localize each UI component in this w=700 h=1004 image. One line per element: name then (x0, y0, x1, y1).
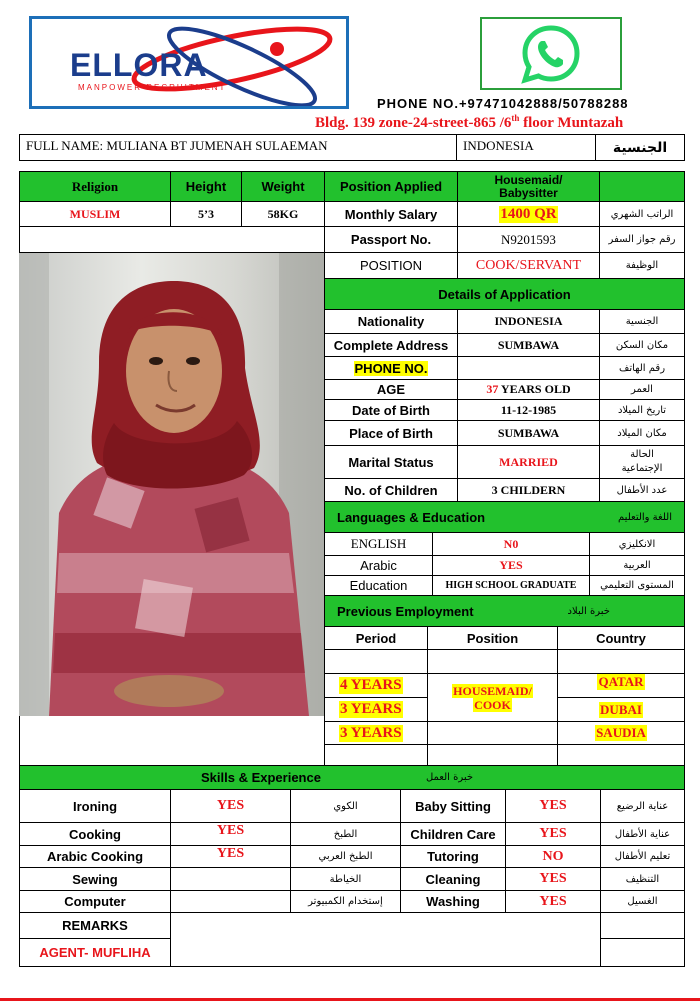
full-name: FULL NAME: MULIANA BT JUMENAH SULAEMAN (26, 138, 328, 153)
height-value-cell (170, 201, 242, 227)
skill-computer-value (170, 890, 291, 913)
address-line (315, 113, 623, 132)
emp-country-2 (557, 697, 685, 722)
babysitting-ar: عناية الرضيع (616, 800, 669, 812)
age-suffix: YEARS OLD (498, 382, 571, 396)
country-1: QATAR (598, 674, 644, 689)
app-row-children-label (324, 478, 458, 502)
position-applied-value-cell (457, 171, 600, 202)
remarks-text-cell (170, 912, 601, 967)
skill-ironing-label (19, 789, 171, 823)
remarks-label-cell (19, 912, 171, 939)
emp-position-line1: HOUSEMAID/ (453, 683, 532, 698)
english-value-cell (432, 532, 590, 556)
emp-blank-position (427, 649, 558, 674)
arabic-label: Arabic (360, 558, 397, 573)
skill-tutoring-label (400, 845, 506, 868)
arabic-ar-cell (589, 555, 685, 576)
skill-cooking-ar (290, 822, 401, 846)
weight-header (241, 171, 325, 202)
emp-position-line2: COOK (474, 697, 511, 712)
position-label-cell (324, 252, 458, 279)
weight-value-cell (241, 201, 325, 227)
skill-sewing-label (19, 867, 171, 891)
candidate-photo (19, 253, 325, 716)
sewing-label: Sewing (72, 871, 118, 887)
blank-left-cell (19, 226, 325, 253)
app-row-dob-value (457, 399, 600, 421)
childcare-label: Children Care (410, 826, 496, 842)
skill-babysitting-label (400, 789, 506, 823)
address-label: Complete Address (333, 337, 449, 353)
height-value: 5’3 (198, 206, 214, 221)
babysitting-value: YES (539, 798, 567, 813)
marital-ar-1: الحالة (630, 449, 654, 460)
blank-left-bottom (19, 716, 325, 766)
height-header (170, 171, 242, 202)
skills-header (19, 765, 685, 790)
religion-value: MUSLIM (69, 206, 121, 221)
skill-sewing-ar (290, 867, 401, 891)
emp-position-header (427, 626, 558, 650)
app-row-pob-label (324, 420, 458, 446)
height-label: Height (185, 179, 227, 194)
bottom-red-rule (0, 998, 700, 1001)
emp-position-merged (427, 673, 558, 722)
position-label: POSITION (359, 258, 423, 273)
english-label-cell (324, 532, 433, 556)
period-3: 3 YEARS (340, 724, 402, 741)
emp-period-1 (324, 673, 428, 698)
pob-value: SUMBAWA (497, 425, 560, 440)
sewing-ar: الخياطة (329, 873, 362, 885)
arabic-ar: العربية (623, 560, 651, 571)
skill-childcare-ar (600, 822, 685, 846)
skill-ironing-value (170, 789, 291, 823)
cooking-label: Cooking (69, 826, 121, 842)
skill-washing-label (400, 890, 506, 913)
skill-arabic-cooking-value (170, 845, 291, 868)
logo-tagline: MANPOWER RECRUITMENT (78, 83, 227, 92)
app-row-address-value (457, 333, 600, 357)
languages-header (324, 501, 685, 533)
logo-box (29, 16, 349, 109)
weight-value: 58KG (267, 206, 299, 221)
arabic-cooking-value: YES (216, 846, 245, 861)
passport-ar: رقم جواز السفر (608, 234, 676, 245)
cooking-ar: الطبخ (333, 828, 358, 840)
education-value: HIGH SCHOOL GRADUATE (445, 580, 577, 591)
arabic-cooking-ar: الطبخ العربي (318, 851, 373, 862)
marital-value: MARRIED (499, 454, 558, 469)
passport-value: N9201593 (501, 231, 556, 247)
app-row-marital-label (324, 445, 458, 479)
portrait-illustration (19, 253, 325, 716)
app-row-marital-ar (599, 445, 685, 479)
age-ar: العمر (631, 384, 653, 395)
application-title: Details of Application (438, 286, 571, 302)
skills-title-ar: خبرة العمل (425, 772, 474, 783)
app-row-nationality-label (324, 309, 458, 334)
age-label: AGE (376, 382, 406, 397)
education-ar: المستوى التعليمي (600, 580, 674, 591)
position-value-cell (457, 252, 600, 279)
skill-cooking-label (19, 822, 171, 846)
whatsapp-icon (519, 22, 583, 86)
skill-cooking-value (170, 822, 291, 846)
period-2: 3 YEARS (340, 701, 402, 717)
app-row-dob-label (324, 399, 458, 421)
app-row-nationality-value (457, 309, 600, 334)
salary-ar: الراتب الشهري (610, 208, 674, 220)
passport-ar-cell (599, 226, 685, 253)
passport-label: Passport No. (350, 232, 432, 247)
computer-ar: إستخدام الكمبيوتر (308, 896, 383, 907)
app-row-phone-label (324, 356, 458, 380)
arabic-cooking-label: Arabic Cooking (46, 849, 144, 864)
nationality-ar-label: الجنسية (625, 316, 659, 327)
weight-label: Weight (261, 179, 305, 194)
emp-blank-period (324, 649, 428, 674)
emp-country-1 (557, 673, 685, 698)
education-ar-cell (589, 575, 685, 596)
period-label: Period (355, 630, 397, 646)
age-number: 37 (486, 382, 499, 396)
salary-label: Monthly Salary (344, 206, 438, 222)
salary-label-cell (324, 201, 458, 227)
period-header (324, 626, 428, 650)
education-value-cell (432, 575, 590, 596)
app-row-children-ar (599, 478, 685, 502)
position-applied-ar-cell (599, 171, 685, 202)
ironing-ar: الكوي (333, 800, 358, 812)
children-label: No. of Children (344, 482, 438, 498)
app-row-marital-value (457, 445, 600, 479)
children-ar: عدد الأطفال (616, 484, 668, 496)
app-row-age-label (324, 379, 458, 400)
tutoring-ar: تعليم الأطفال (614, 851, 671, 862)
position-applied-line2: Babysitter (499, 185, 558, 200)
english-value: N0 (503, 536, 519, 551)
phone-line: PHONE NO.+97471042888/50788288 (377, 96, 629, 111)
employment-header (324, 595, 685, 627)
address-pre: Bldg. 139 zone-24-street-865 /6 (315, 115, 512, 131)
phone-label: PHONE NO. (354, 360, 428, 376)
marital-label: Marital Status (348, 454, 434, 470)
application-header (324, 278, 685, 310)
emp-country-3 (557, 721, 685, 745)
skill-babysitting-value (505, 789, 601, 823)
arabic-label-cell (324, 555, 433, 576)
skills-title: Skills & Experience (201, 770, 321, 785)
languages-title-ar: اللغة والتعليم (618, 511, 672, 523)
dob-label: Date of Birth (352, 402, 430, 418)
computer-label: Computer (64, 894, 126, 909)
full-name-cell (19, 134, 457, 161)
app-row-pob-ar (599, 420, 685, 446)
education-label: Education (349, 578, 408, 593)
pob-ar: مكان الميلاد (617, 427, 667, 439)
cooking-value: YES (216, 823, 245, 838)
ironing-label: Ironing (72, 798, 118, 814)
app-row-pob-value (457, 420, 600, 446)
logo-name: ELLORA (70, 47, 208, 83)
babysitting-label: Baby Sitting (415, 798, 491, 814)
skill-cleaning-label (400, 867, 506, 891)
nationality-value: INDONESIA (494, 314, 563, 328)
emp-blank-bottom-3 (557, 744, 685, 766)
skill-computer-ar (290, 890, 401, 913)
emp-position-label: Position (466, 630, 519, 646)
agent-name: AGENT- MUFLIHA (39, 945, 151, 960)
skill-arabic-cooking-label (19, 845, 171, 868)
childcare-value: YES (539, 826, 567, 841)
position-applied-label: Position Applied (339, 179, 443, 194)
remarks-side-cell-2 (600, 938, 685, 967)
skill-washing-ar (600, 890, 685, 913)
address-value: SUMBAWA (497, 337, 560, 352)
whatsapp-box[interactable] (480, 17, 622, 90)
emp-blank-bottom-1 (324, 744, 428, 766)
nationality-top: INDONESIA (463, 138, 534, 153)
app-row-phone-ar (599, 356, 685, 380)
nationality-ar-cell (595, 134, 685, 161)
passport-value-cell (457, 226, 600, 253)
nationality-label: Nationality (357, 314, 425, 329)
skill-babysitting-ar (600, 789, 685, 823)
religion-header (19, 171, 171, 202)
salary-ar-cell (599, 201, 685, 227)
passport-label-cell (324, 226, 458, 253)
app-row-address-label (324, 333, 458, 357)
app-row-phone-value (457, 356, 600, 380)
pob-label: Place of Birth (349, 425, 433, 441)
position-ar-cell (599, 252, 685, 279)
position-ar: الوظيفة (625, 260, 659, 271)
position-value: COOK/SERVANT (475, 257, 582, 273)
nationality-top-cell (456, 134, 596, 161)
skill-childcare-value (505, 822, 601, 846)
marital-ar-2: الإجتماعية (621, 463, 663, 474)
religion-value-cell (19, 201, 171, 227)
emp-blank-country (557, 649, 685, 674)
cleaning-label: Cleaning (425, 871, 481, 887)
emp-period-3 (324, 721, 428, 745)
app-row-dob-ar (599, 399, 685, 421)
skill-tutoring-value (505, 845, 601, 868)
address-sup: th (511, 113, 520, 123)
skill-computer-label (19, 890, 171, 913)
remarks-label: REMARKS (62, 918, 128, 933)
education-label-cell (324, 575, 433, 596)
washing-label: Washing (426, 894, 480, 909)
address-ar: مكان السكن (615, 339, 669, 351)
salary-value-cell (457, 201, 600, 227)
agent-cell (19, 938, 171, 967)
country-label: Country (596, 630, 646, 646)
skill-arabic-cooking-ar (290, 845, 401, 868)
languages-title: Languages & Education (337, 509, 486, 525)
country-header (557, 626, 685, 650)
childcare-ar: عناية الأطفال (614, 828, 671, 840)
phone-ar: رقم الهاتف (618, 362, 666, 374)
skill-washing-value (505, 890, 601, 913)
washing-ar: الغسيل (627, 896, 658, 907)
skill-childcare-label (400, 822, 506, 846)
english-ar-cell (589, 532, 685, 556)
skill-cleaning-ar (600, 867, 685, 891)
app-row-children-value (457, 478, 600, 502)
tutoring-label: Tutoring (427, 849, 479, 864)
salary-value: 1400 QR (500, 205, 557, 222)
address-post: floor Muntazah (519, 115, 624, 131)
nationality-ar: الجنسية (612, 139, 668, 156)
english-label: ENGLISH (350, 536, 407, 551)
dob-value: 11-12-1985 (500, 402, 557, 417)
country-3: SAUDIA (596, 725, 646, 740)
washing-value: YES (539, 893, 567, 909)
dob-ar: تاريخ الميلاد (617, 404, 667, 416)
emp-period-2 (324, 697, 428, 722)
arabic-value-cell (432, 555, 590, 576)
skill-ironing-ar (290, 789, 401, 823)
period-1: 4 YEARS (340, 677, 402, 693)
religion-label: Religion (71, 178, 119, 194)
app-row-age-value (457, 379, 600, 400)
app-row-age-ar (599, 379, 685, 400)
english-ar: الانكليزي (618, 538, 656, 550)
children-value: 3 CHILDERN (491, 482, 566, 497)
employment-title: Previous Employment (337, 603, 474, 619)
cleaning-ar: التنظيف (625, 873, 660, 885)
cleaning-value: YES (539, 871, 567, 886)
position-applied-header (324, 171, 458, 202)
app-row-address-ar (599, 333, 685, 357)
remarks-side-cell-1 (600, 912, 685, 939)
position-applied-line1: Housemaid/ (494, 172, 563, 187)
skill-cleaning-value (505, 867, 601, 891)
emp-blank-bottom-2 (427, 744, 558, 766)
skill-tutoring-ar (600, 845, 685, 868)
ironing-value: YES (216, 798, 245, 813)
emp-position-3 (427, 721, 558, 745)
employment-title-ar: خبرة البلاد (567, 605, 610, 617)
tutoring-value: NO (542, 848, 564, 864)
country-2: DUBAI (600, 701, 642, 717)
arabic-value: YES (499, 558, 523, 572)
app-row-nationality-ar (599, 309, 685, 334)
skill-sewing-value (170, 867, 291, 891)
